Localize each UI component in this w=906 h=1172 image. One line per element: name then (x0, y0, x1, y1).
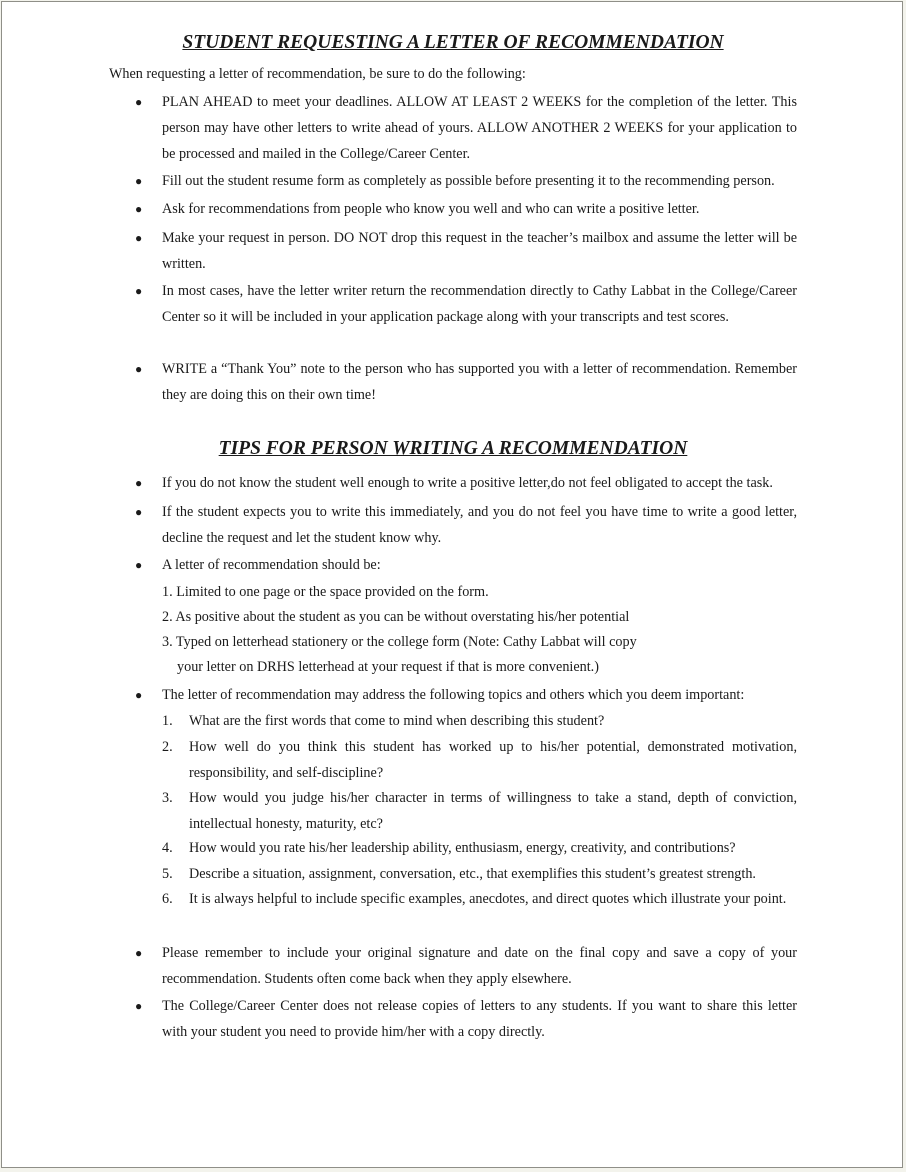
bullet-icon: ● (135, 95, 143, 109)
section2-item: A letter of recommendation should be: (162, 557, 381, 573)
bullet-icon: ● (135, 505, 143, 519)
topic-number: 2. (162, 739, 173, 755)
bullet-icon: ● (135, 946, 143, 960)
topic-number: 1. (162, 713, 173, 729)
topic-number: 4. (162, 840, 173, 856)
should-be-item: 3. Typed on letterhead stationery or the college form (Note: Cathy Labbat will copy (162, 634, 637, 650)
section2-item: If the student expects you to write this immediately, and you do not feel you have time to write a good letter, decline the request and let the student know why. (162, 504, 797, 546)
topic-number: 5. (162, 866, 173, 882)
topic-text: It is always helpful to include specific examples, anecdotes, and direct quotes which illustrate your point. (189, 891, 787, 907)
section1-item: WRITE a “Thank You” note to the person who has supported you with a letter of recommendation. Remember they are doing this on their own time! (162, 361, 797, 403)
should-be-item: 1. Limited to one page or the space provided on the form. (162, 584, 489, 600)
bullet-icon: ● (135, 284, 143, 298)
section1-intro: When requesting a letter of recommendation, be sure to do the following: (109, 66, 526, 82)
topic-text: How well do you think this student has worked up to his/her potential, demonstrated motivation, responsibility, and self-discipline? (189, 739, 797, 781)
section2-title: TIPS FOR PERSON WRITING A RECOMMENDATION (218, 438, 688, 459)
should-be-continuation (162, 655, 802, 680)
should-be-continuation-text: your letter on DRHS letterhead at your request if that is more convenient.) (177, 659, 599, 675)
bullet-icon: ● (135, 174, 143, 188)
topic-text: Describe a situation, assignment, conversation, etc., that exemplifies this student’s greatest strength. (189, 866, 756, 882)
bullet-icon: ● (135, 231, 143, 245)
bullet-icon: ● (135, 476, 143, 490)
topic-number: 6. (162, 891, 173, 907)
bullet-icon: ● (135, 688, 143, 702)
section1-item: PLAN AHEAD to meet your deadlines. ALLOW AT LEAST 2 WEEKS for the completion of the letter. This person may have other letters to write ahead of yours. ALLOW ANOTHER 2 WEEKS for your application to be processed and mailed in the College/Career Center. (162, 94, 797, 162)
topic-text: What are the first words that come to mind when describing this student? (189, 713, 605, 729)
section1-item: Make your request in person. DO NOT drop this request in the teacher’s mailbox and assume the letter will be written. (162, 230, 797, 272)
section1-item: In most cases, have the letter writer return the recommendation directly to Cathy Labbat in the College/Career Center so it will be included in your application package along with your transcripts and test scores. (162, 283, 797, 325)
section1-item: Ask for recommendations from people who know you well and who can write a positive letter. (162, 201, 700, 217)
section2-item: The College/Career Center does not release copies of letters to any students. If you want to share this letter with your student you need to provide him/her with a copy directly. (162, 998, 797, 1040)
section2-item: Please remember to include your original signature and date on the final copy and save a copy of your recommendation. Students often come back when they apply elsewhere. (162, 945, 797, 987)
bullet-icon: ● (135, 362, 143, 376)
document-page (1, 1, 903, 1168)
bullet-icon: ● (135, 558, 143, 572)
topic-number: 3. (162, 790, 173, 806)
section2-item: If you do not know the student well enough to write a positive letter,do not feel obligated to accept the task. (162, 475, 773, 491)
section1-title: STUDENT REQUESTING A LETTER OF RECOMMENDATION (182, 32, 724, 53)
should-be-item: 2. As positive about the student as you can be without overstating his/her potential (162, 609, 630, 625)
topic-text: How would you rate his/her leadership ability, enthusiasm, energy, creativity, and contributions? (189, 840, 736, 856)
bullet-icon: ● (135, 999, 143, 1013)
topic-text: How would you judge his/her character in terms of willingness to take a stand, depth of conviction, intellectual honesty, maturity, etc? (189, 790, 797, 832)
bullet-icon: ● (135, 202, 143, 216)
section1-item: Fill out the student resume form as completely as possible before presenting it to the recommending person. (162, 173, 775, 189)
section2-item: The letter of recommendation may address the following topics and others which you deem important: (162, 687, 745, 703)
